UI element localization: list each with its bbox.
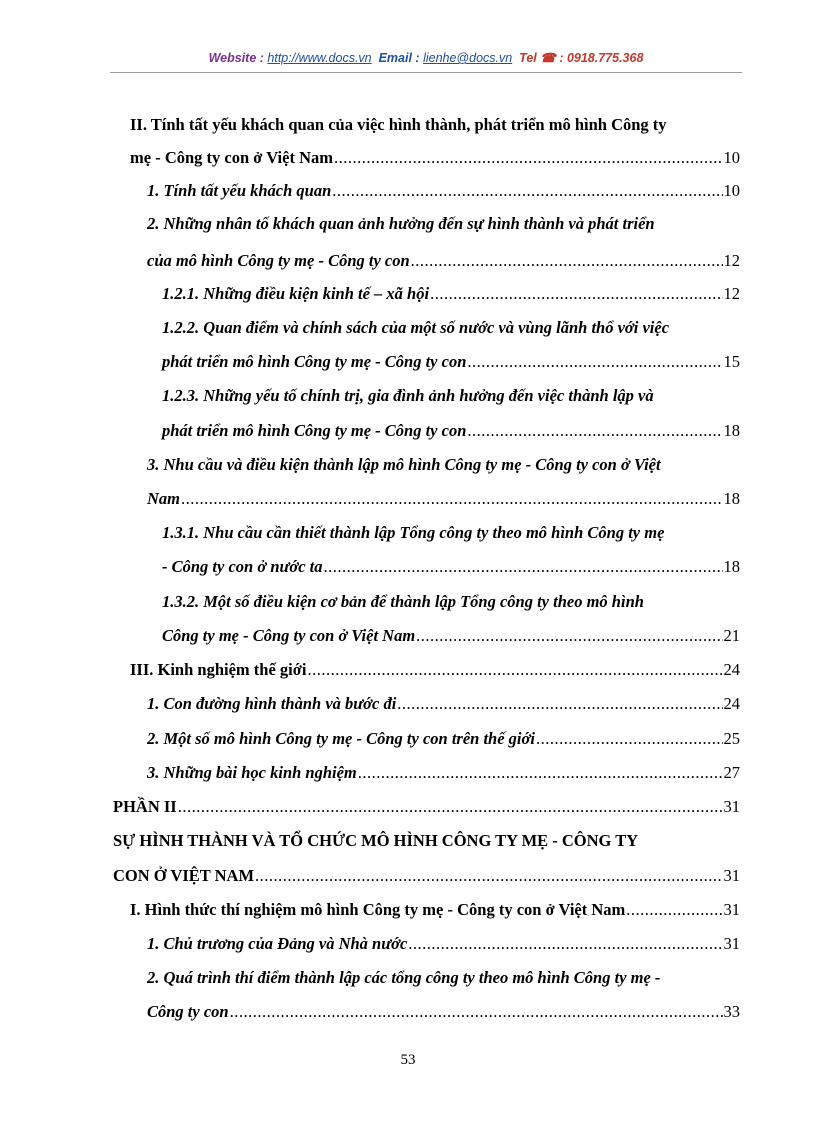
- toc-page-number: 18: [723, 489, 740, 508]
- dot-leader: [416, 625, 722, 647]
- toc-page-number: 27: [723, 763, 740, 782]
- toc-entry-label: - Công ty con ở nước ta: [162, 557, 323, 576]
- header-divider: [110, 72, 742, 73]
- toc-entry-line: 2. Những nhân tố khách quan ảnh hưởng đến sự hình thành và phát triển: [147, 214, 655, 233]
- dot-leader: [467, 351, 722, 373]
- page-number: 53: [400, 1052, 416, 1068]
- toc-entry-label: I. Hình thức thí nghiệm mô hình Công ty mẹ - Công ty con ở Việt Nam: [130, 900, 626, 919]
- dot-leader: [178, 796, 723, 818]
- toc-entry[interactable]: [162, 625, 740, 647]
- toc-entry-line: 1.2.3. Những yếu tố chính trị, gia đình ảnh hưởng đến việc thành lập và: [162, 386, 654, 405]
- toc-page-number: 24: [723, 660, 740, 679]
- toc-entry-label: III. Kinh nghiệm thế giới: [130, 660, 307, 679]
- toc-entry-line: 1.2.2. Quan điểm và chính sách của một số nước và vùng lãnh thổ với việc: [162, 318, 670, 337]
- toc-entry-label: Nam: [147, 489, 180, 508]
- toc-entry[interactable]: [130, 147, 740, 169]
- website-label: Website :: [208, 51, 264, 65]
- phone-number: : 0918.775.368: [559, 51, 644, 65]
- toc-entry[interactable]: [162, 283, 740, 305]
- dot-leader: [467, 420, 722, 442]
- toc-entry[interactable]: [162, 556, 740, 578]
- dot-leader: [181, 488, 723, 510]
- toc-entry-label: 1. Con đường hình thành và bước đi: [147, 694, 397, 713]
- toc-entry-label: mẹ - Công ty con ở Việt Nam: [130, 148, 333, 167]
- toc-entry-label: của mô hình Công ty mẹ - Công ty con: [147, 251, 410, 270]
- dot-leader: [358, 762, 723, 784]
- page-header: [110, 50, 742, 65]
- dot-leader: [411, 250, 723, 272]
- toc-entry-line: II. Tính tất yếu khách quan của việc hình thành, phát triển mô hình Công ty: [130, 115, 667, 134]
- email-link[interactable]: lienhe@docs.vn: [423, 51, 513, 65]
- toc-entry[interactable]: [162, 351, 740, 373]
- toc-page-number: 12: [723, 251, 740, 270]
- dot-leader: [626, 899, 722, 921]
- dot-leader: [255, 865, 722, 887]
- toc-entry[interactable]: [113, 796, 740, 818]
- toc-entry[interactable]: [113, 865, 740, 887]
- toc-page-number: 24: [723, 694, 740, 713]
- toc-entry[interactable]: [147, 180, 740, 202]
- toc-page-number: 31: [723, 866, 740, 885]
- dot-leader: [307, 659, 722, 681]
- dot-leader: [430, 283, 722, 305]
- toc-entry[interactable]: [147, 250, 740, 272]
- dot-leader: [408, 933, 722, 955]
- toc-entry[interactable]: [130, 899, 740, 921]
- toc-entry[interactable]: [130, 659, 740, 681]
- dot-leader: [536, 728, 723, 750]
- toc-entry[interactable]: [147, 488, 740, 510]
- toc-entry[interactable]: [162, 420, 740, 442]
- toc-page-number: 31: [723, 797, 740, 816]
- toc-entry-label: CON Ở VIỆT NAM: [113, 866, 255, 885]
- toc-page-number: 21: [723, 626, 740, 645]
- toc-entry-label: 1.2.1. Những điều kiện kinh tế – xã hội: [162, 284, 430, 303]
- toc-entry[interactable]: [147, 762, 740, 784]
- toc-entry-line: 1.3.2. Một số điều kiện cơ bản để thành lập Tổng công ty theo mô hình: [162, 592, 644, 611]
- toc-entry-label: 2. Một số mô hình Công ty mẹ - Công ty con trên thế giới: [147, 729, 535, 748]
- dot-leader: [332, 180, 722, 202]
- dot-leader: [334, 147, 723, 169]
- toc-entry-line: 1.3.1. Nhu cầu cần thiết thành lập Tổng công ty theo mô hình Công ty mẹ: [162, 523, 665, 542]
- email-label: Email :: [378, 51, 420, 65]
- toc-page-number: 31: [723, 900, 740, 919]
- toc-entry-label: Công ty mẹ - Công ty con ở Việt Nam: [162, 626, 416, 645]
- toc-entry-label: phát triển mô hình Công ty mẹ - Công ty con: [162, 352, 467, 371]
- phone-icon: ☎: [540, 51, 556, 65]
- toc-entry[interactable]: [147, 693, 740, 715]
- toc-entry-line: SỰ HÌNH THÀNH VÀ TỔ CHỨC MÔ HÌNH CÔNG TY MẸ - CÔNG TY: [113, 831, 639, 850]
- toc-entry-label: PHẦN II: [113, 797, 177, 816]
- toc-page-number: 18: [723, 421, 740, 440]
- toc-entry-line: 3. Nhu cầu và điều kiện thành lập mô hình Công ty mẹ - Công ty con ở Việt: [147, 455, 661, 474]
- toc-entry[interactable]: [147, 1001, 740, 1023]
- toc-page-number: 31: [723, 934, 740, 953]
- toc-entry[interactable]: [147, 933, 740, 955]
- dot-leader: [397, 693, 722, 715]
- dot-leader: [230, 1001, 723, 1023]
- toc-entry-label: 1. Chủ trương của Đảng và Nhà nước: [147, 934, 408, 953]
- toc-page-number: 25: [723, 729, 740, 748]
- toc-entry-label: phát triển mô hình Công ty mẹ - Công ty con: [162, 421, 467, 440]
- tel-label: Tel: [519, 51, 537, 65]
- toc-page-number: 33: [723, 1002, 740, 1021]
- toc-entry-label: 1. Tính tất yếu khách quan: [147, 181, 332, 200]
- toc-page-number: 15: [723, 352, 740, 371]
- website-link[interactable]: http://www.docs.vn: [267, 51, 372, 65]
- toc-entry-label: 3. Những bài học kinh nghiệm: [147, 763, 357, 782]
- toc-entry[interactable]: [147, 728, 740, 750]
- dot-leader: [324, 556, 723, 578]
- toc-page-number: 10: [723, 148, 740, 167]
- toc-page-number: 18: [723, 557, 740, 576]
- toc-entry-label: Công ty con: [147, 1002, 229, 1021]
- toc-page-number: 12: [723, 284, 740, 303]
- toc-page-number: 10: [723, 181, 740, 200]
- toc-entry-line: 2. Quá trình thí điểm thành lập các tổng công ty theo mô hình Công ty mẹ -: [147, 968, 661, 987]
